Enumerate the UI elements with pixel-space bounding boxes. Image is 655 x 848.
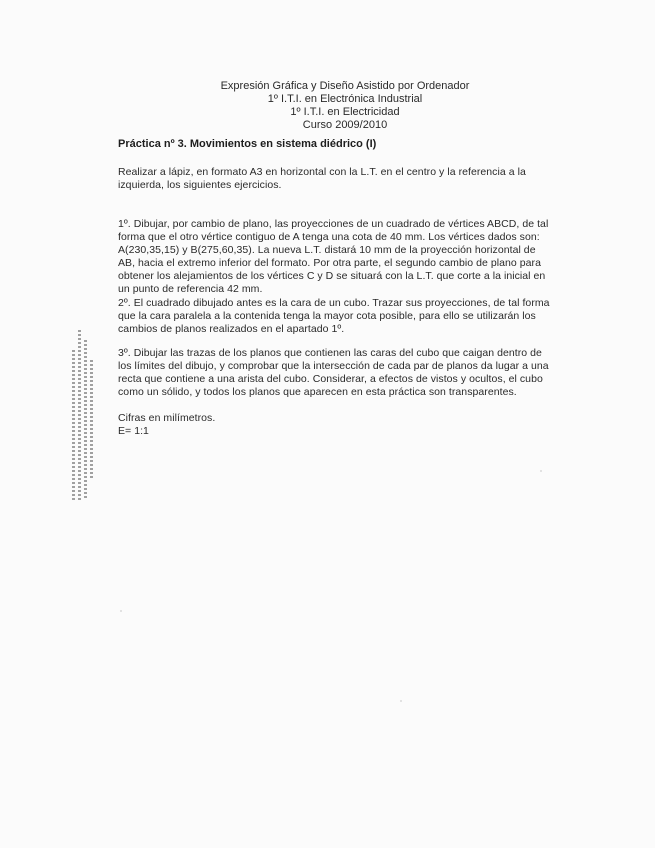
header-academic-year: Curso 2009/2010 [302,119,388,131]
header-course-title: Expresión Gráfica y Diseño Asistido por Ordenador [220,80,470,92]
text-line: recta que contiene a una arista del cubo. Considerar, a efectos de vistos y ocultos, el cubo [118,373,543,385]
exercise-3-paragraph [118,347,554,399]
scan-speck [120,610,122,612]
text-line: que la cara paralela a la contenida tenga la mayor cota posible, para ello se utilizarán los [118,310,536,322]
footer-notes [118,412,554,438]
exercise-2-paragraph [118,297,554,336]
header-degree-1: 1º I.T.I. en Electrónica Industrial [267,93,423,105]
document-header [200,80,490,132]
text-line: obtener los alejamientos de los vértices C y D se situará con la L.T. que corte a la inicial en [118,270,546,282]
text-line: forma que el otro vértice contiguo de A tenga una cota de 40 mm. Los vértices dados son: [118,231,540,243]
intro-paragraph [118,166,554,192]
text-line: un punto de referencia 42 mm. [118,283,263,295]
text-line: 3º. Dibujar las trazas de los planos que contienen las caras del cubo que caigan dentro de [118,347,542,359]
practice-title: Práctica nº 3. Movimientos en sistema diédrico (I) [118,138,377,150]
text-line: AB, hacia el extremo inferior del formato. Por otra parte, el segundo cambio de plano para [118,257,541,269]
text-line: cambios de planos realizados en el apartado 1º. [118,323,345,335]
header-degree-2: 1º I.T.I. en Electricidad [290,106,400,118]
scan-speck [400,700,402,702]
text-line: Realizar a lápiz, en formato A3 en horizontal con la L.T. en el centro y la referencia a la [118,166,526,178]
text-line: como un sólido, y todos los planos que aparecen en esta práctica son transparentes. [118,386,517,398]
scale-note: E= 1:1 [118,425,149,437]
exercise-1-paragraph [118,218,554,296]
text-line: 1º. Dibujar, por cambio de plano, las proyecciones de un cuadrado de vértices ABCD, de tal [118,218,549,230]
text-line: 2º. El cuadrado dibujado antes es la cara de un cubo. Trazar sus proyecciones, de tal forma [118,297,550,309]
text-line: los límites del dibujo, y comprobar que la intersección de cada par de planos da lugar a una [118,360,549,372]
vertical-margin-stamp [62,330,102,510]
units-note: Cifras en milímetros. [118,412,216,424]
scan-speck [540,470,542,472]
text-line: izquierda, los siguientes ejercicios. [118,179,282,191]
text-line: A(230,35,15) y B(275,60,35). La nueva L.T. distará 10 mm de la proyección horizontal de [118,244,536,256]
